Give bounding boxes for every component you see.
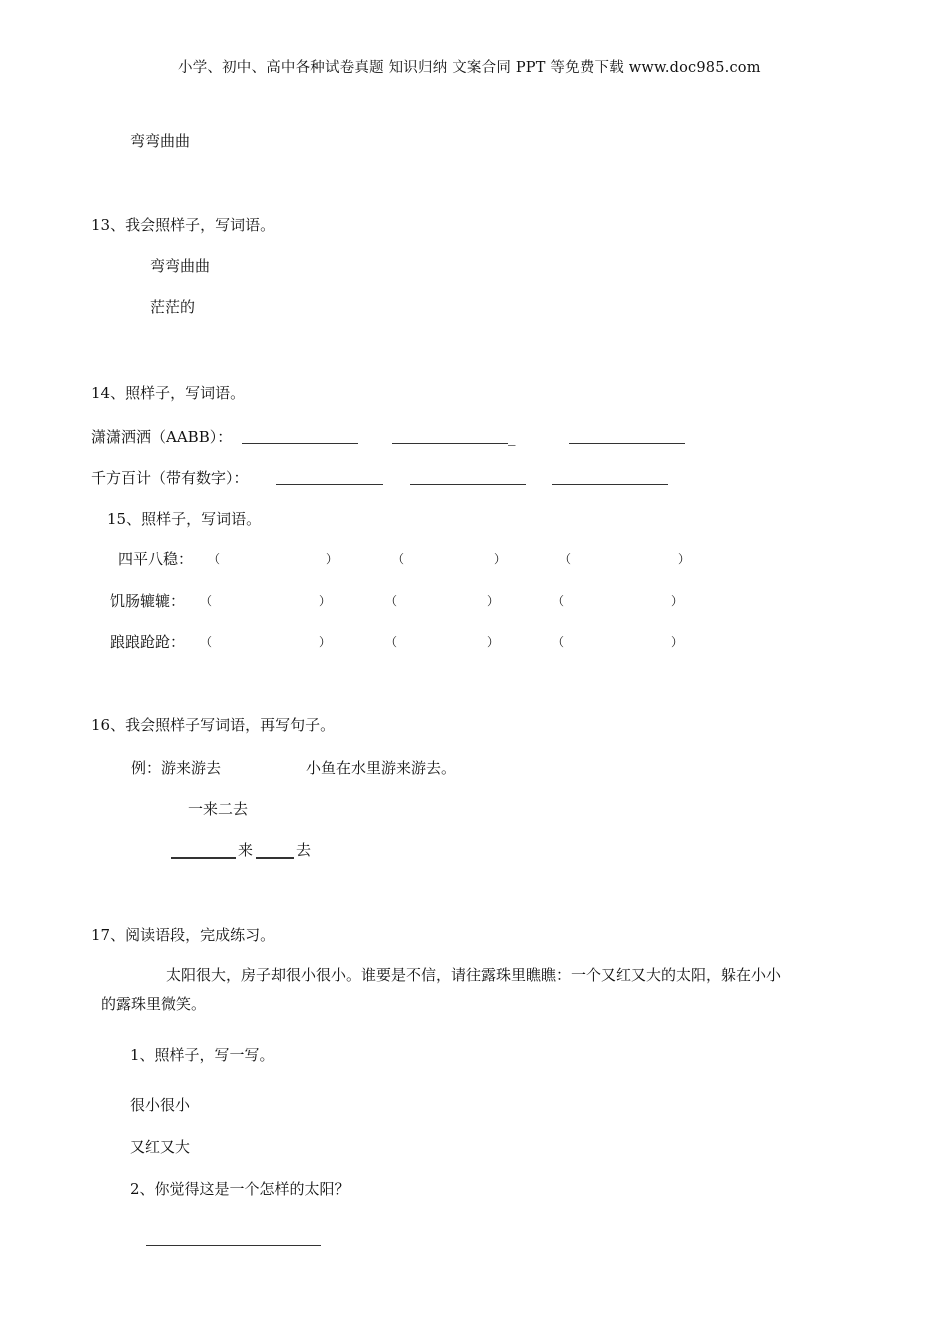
q14-row2-blank-3[interactable] [552,484,668,485]
question-16-title: 16、我会照样子写词语，再写句子。 [91,716,336,734]
q14-row2-blank-1[interactable] [276,484,383,485]
q17-passage-line-1: 太阳很大，房子却很小很小。谁要是不信，请往露珠里瞧瞧：一个又红又大的太阳，躲在小小 [166,966,782,984]
q14-row1-blank-2[interactable] [392,443,508,444]
q15-r1-b3-close: ） [678,552,691,566]
q15-r2-b2-close: ） [487,594,500,608]
q15-r1-b3-open: （ [559,552,572,566]
q15-r3-b1-close: ） [319,635,332,649]
q16-example-sentence: 小鱼在水里游来游去。 [306,759,457,777]
q15-r3-b2-open: （ [385,635,398,649]
q15-r2-b2-open: （ [385,594,398,608]
q15-r1-b1-close: ） [326,552,339,566]
q17-sub-question-2: 2、你觉得这是一个怎样的太阳？ [130,1180,350,1198]
q15-row2-label: 饥肠辘辘： [110,592,186,610]
q14-row2-blank-2[interactable] [410,484,526,485]
q17-answer-blank[interactable] [146,1245,321,1246]
q15-r3-b1-open: （ [200,635,213,649]
q13-example-1: 弯弯曲曲 [150,257,211,275]
q14-row1-blank-3[interactable] [569,443,685,444]
q16-lai: 来 [238,841,254,859]
q17-word-1: 很小很小 [130,1096,191,1114]
q14-row1-label: 潇潇洒洒（AABB）： [91,428,233,446]
q16-blank-2[interactable] [256,857,294,859]
q16-example-word: 例：游来游去 [131,759,222,777]
q17-word-2: 又红又大 [130,1138,191,1156]
q15-r1-b2-open: （ [392,552,405,566]
q15-r1-b2-close: ） [494,552,507,566]
q17-sub-question-1: 1、照样子，写一写。 [130,1046,275,1064]
q17-passage-line-2: 的露珠里微笑。 [101,995,207,1013]
q15-row3-label: 踉踉跄跄： [110,633,186,651]
q15-r2-b1-open: （ [200,594,213,608]
q16-blank-1[interactable] [171,857,236,859]
q15-r2-b3-open: （ [552,594,565,608]
q14-row1-dash: _ [508,428,516,446]
q15-r3-b3-close: ） [671,635,684,649]
q15-r1-b1-open: （ [208,552,221,566]
q14-row1-blank-1[interactable] [242,443,358,444]
question-17-title: 17、阅读语段，完成练习。 [91,926,276,944]
page-header: 小学、初中、高中各种试卷真题 知识归纳 文案合同 PPT 等免费下载 www.doc985.com [178,60,761,76]
q15-r3-b2-close: ） [487,635,500,649]
q15-r2-b1-close: ） [319,594,332,608]
q16-qu: 去 [296,841,312,859]
question-14-title: 14、照样子，写词语。 [91,384,246,402]
question-13-title: 13、我会照样子，写词语。 [91,216,276,234]
q15-row1-label: 四平八稳： [118,550,194,568]
q15-r2-b3-close: ） [671,594,684,608]
q14-row2-label: 千方百计（带有数字）： [91,469,249,487]
question-15-title: 15、照样子，写词语。 [107,510,262,528]
q15-r3-b3-open: （ [552,635,565,649]
word-wanwanququ: 弯弯曲曲 [130,132,191,150]
q13-example-2: 茫茫的 [150,298,196,316]
q16-word-2: 一来二去 [188,800,249,818]
